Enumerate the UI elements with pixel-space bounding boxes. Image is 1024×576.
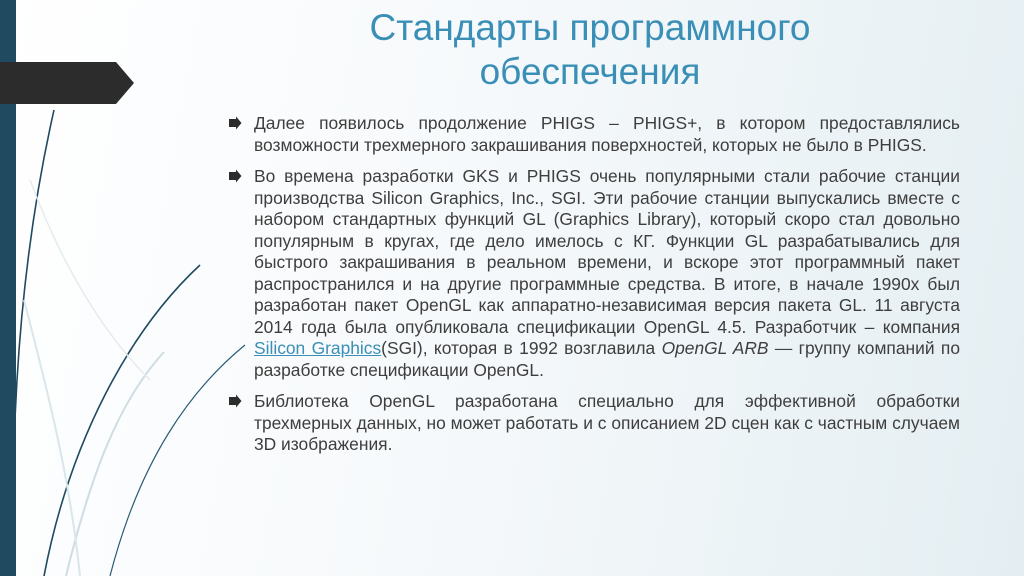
arrow-right-icon	[228, 394, 242, 408]
arrow-right-icon	[228, 169, 242, 183]
opengl-arb-text: OpenGL ARB	[661, 338, 769, 358]
bullet-item	[228, 166, 960, 381]
title-line-1: Стандарты программного	[369, 7, 811, 48]
bullet-text-part: — группу компаний по разработке спецификации OpenGL.	[254, 338, 960, 380]
bullet-list	[228, 113, 960, 466]
bullet-text: Далее появилось продолжение PHIGS – PHIGS+, в котором предоставлялись возможности трехмерного закрашивания поверхностей, которых не было в PHIGS.	[254, 113, 960, 155]
arrow-right-icon	[228, 116, 242, 130]
bullet-text: Библиотека OpenGL разработана специально для эффективной обработки трехмерных данных, но может работать и с описанием 2D сцен как с частным случаем 3D изображения.	[254, 391, 960, 454]
title-line-2: обеспечения	[479, 51, 701, 92]
bullet-item	[228, 113, 960, 156]
bullet-text	[254, 166, 960, 381]
bullet-text-part: Во времена разработки GKS и PHIGS очень популярными стали рабочие станции производства Silicon Graphics, Inc., SGI. Эти рабочие станции выпускались вместе с набором стандартных функций GL (Graphics Library), который скоро стал довольно популярным в кругах, где дело имелось с КГ. Функции GL разрабатывались для быстрого закрашивания в реальном времени, и вскоре этот программный пакет распространился и на другие программные средства. В итоге, в начале 1990х был разработан пакет OpenGL как аппаратно-независимая версия пакета GL. 11 августа 2014 года была опубликовала спецификации OpenGL 4.5. Разработчик – компания	[254, 166, 960, 337]
slide-title	[290, 6, 890, 94]
silicon-graphics-link[interactable]: Silicon Graphics	[254, 338, 382, 358]
bullet-text-part: (SGI), которая в 1992 возглавила	[381, 338, 662, 358]
bullet-item	[228, 391, 960, 456]
